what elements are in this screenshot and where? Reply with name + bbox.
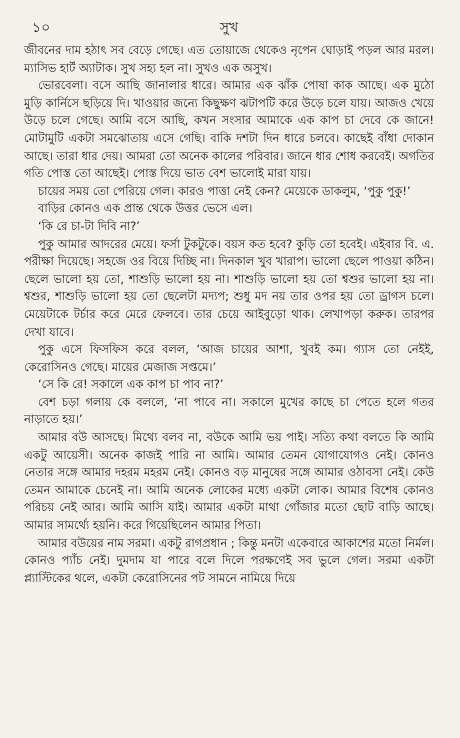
paragraph: ভোরবেলা। বসে আছি জানালার ধারে। আমার এক ঝাঁক পোষা কাক আছে। এক মুঠো মুড়ি কার্নিসে ছড়িয়ে দি। খাওয়ার জন্যে কিছুক্ষণ ঝটাপটি করে উড়ে চলে যায়। আজও খেয়ে উড়ে চলে গেছে। আমি বসে আছি, কখন সংসার আমাকে এক কাপ চা দেবে কে জানে! মোটামুটি একটা সমঝোতায় এসে গেছি। বাকি দশটা দিন ধারে চলবে। কাছেই বাঁধা দোকান আছে। তারা ধার দেয়। আমরা তো অনেক কালের পরিবার। জানে ধার শোধ করবেই। অগতির গতি পোস্ত তো আছেই। পোস্ত দিয়ে ভাত বেশ ভালোই মারা যায়। (24, 78, 434, 181)
paragraph: জীবনের দাম হঠাৎ সব বেড়ে গেছে। এত তোয়াজে থেকেও নৃপেন ঘোড়াই পড়ল আর মরল। ম্যাসিভ হার্ট অ্যাটাক। সুখ সহ্য হল না। সুখও এক অসুখ। (24, 43, 434, 75)
paragraph: পুকু আমার আদরের মেয়ে। ফর্সা টুকটুকে। বয়স কত হবে? কুড়ি তো হবেই। এইবার বি. এ. পরীক্ষা দিয়েছে। সহজে ওর বিয়ে দিচ্ছি না। দিনকাল খুব খারাপ। ভালো ছেলে পাওয়া কঠিন। ছেলে ভালো হয় তো, শাশুড়ি ভালো হয় না। শাশুড়ি ভালো হয় তো শ্বশুর ভালো হয় না। শ্বশুর, শাশুড়ি ভালো হয় তো ছেলেটা মদ্যপ; শুধু মদ নয় তার ওপর হয় তো ড্রাগস চলে। মেয়েটাকে টর্চার করে মেরে ফেলবে। তার চেয়ে আইবুড়ো থাক। লেখাপড়া করুক। তারপর দেখা যাবে। (24, 236, 434, 339)
paragraph: চায়ের সময় তো পেরিয়ে গেল। কারও পাত্তা নেই কেন? মেয়েকে ডাকলুম, ‘পুকু পুকু!’ (38, 183, 411, 198)
paragraph: ‘কি রে চা-টা দিবি না?’ (38, 218, 140, 233)
paragraph: বেশ চড়া গলায় কে বললে, ‘না পাবে না। সকালে মুখের কাছে চা পেতে হলে গতর নাড়াতে হয়।’ (24, 394, 434, 427)
paragraph: আমার বউ আসছে। মিথ্যে বলব না, বউকে আমি ভয় পাই। সত্যি কথা বলতে কি আমি একটু আয়েসী। অনেক কাজই পারি না আমি। আমার তেমন যোগাযোগও নেই। কোনও নেতার সঙ্গে আমার দহরম মহরম নেই। কোনও বড় মানুষের সঙ্গে আমার ওঠাবসা নেই। কেউ তেমন আমাকে চেনেই না। আমি অনেক লোকের মধ্যে একটা লোক। আমার বিশেষ কোনও পরিচয় নেই আর। আমি আসি যাই। আমার একটা মাথা গোঁজার মতো ছোট বাড়ি আছে। আমার সামর্থ্যে হয়নি। করে গিয়েছিলেন আমার পিতা। (24, 430, 434, 533)
running-title: সুখ (219, 20, 239, 36)
page-header (24, 14, 434, 36)
paragraph: আমার বউয়ের নাম সরমা। একটু রাগপ্রধান ; কিন্তু মনটা একেবারে আকাশের মতো নির্মল। কোনও প্যাঁচ নেই। দুমদাম যা পারে বলে দিলে পরক্ষণেই সব ভুলে গেল। সরমা একটা প্ল্যাস্টিকের থলে, একটা কেরোসিনের পট সামনে নামিয়ে দিয়ে (24, 535, 434, 585)
paragraph: বাড়ির কোনও এক প্রান্ত থেকে উত্তর ভেসে এল। (38, 201, 253, 216)
paragraph: পুকু এসে ফিসফিস করে বলল, ‘আজ চায়ের আশা, খুবই কম। গ্যাস তো নেইই, কেরোসিনও গেছে। মায়ের মেজাজ সপ্তমে।’ (24, 342, 434, 374)
paragraph: ‘সে কি রে! সকালে এক কাপ চা পাব না?’ (38, 377, 224, 392)
page-number: ১০ (32, 20, 51, 36)
body-text (24, 42, 434, 587)
